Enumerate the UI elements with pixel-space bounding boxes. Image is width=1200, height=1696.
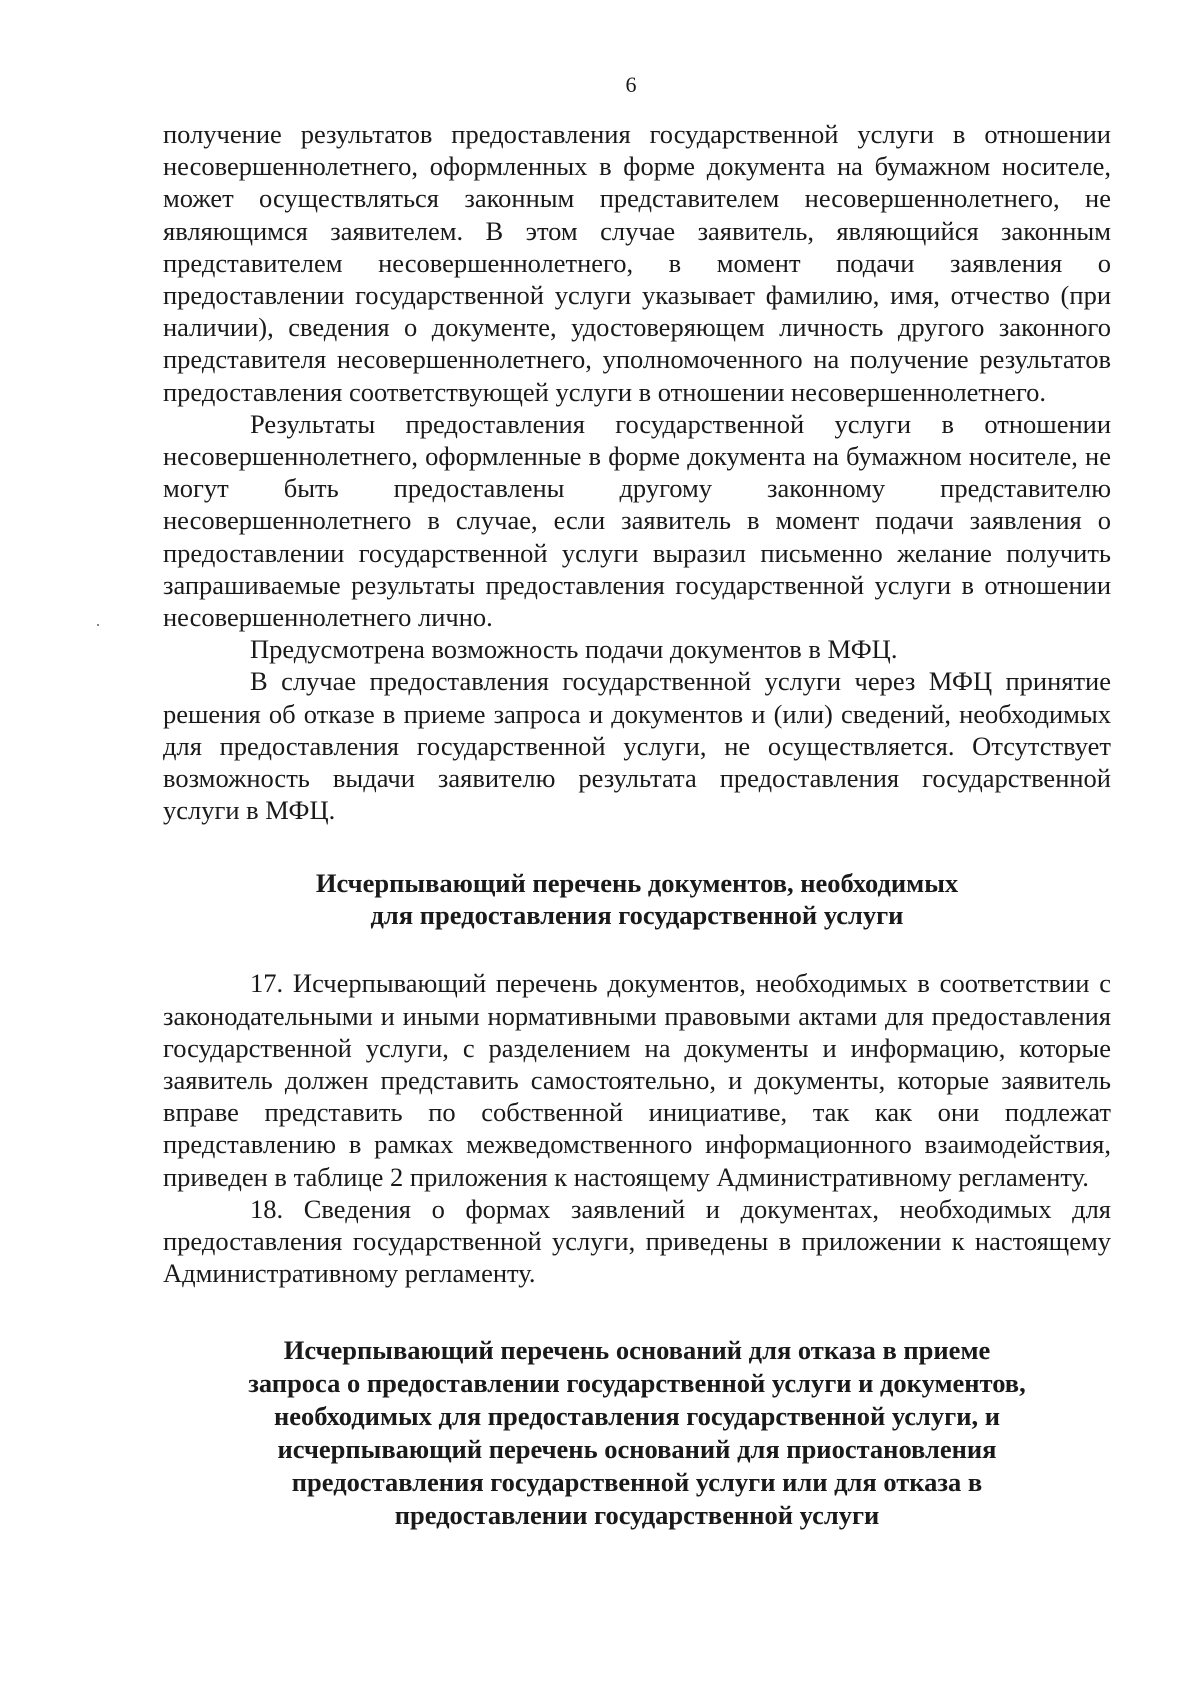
paragraph-mfc-refusal: В случае предоставления государственной услуги через МФЦ принятие решения об отказе в приеме запроса и документов и (или) сведений, необходимых для предоставления государственной услуги, не осуществляется. Отсутствует возможность выдачи заявителю результата предоставления государственной услуги в МФЦ.	[163, 666, 1111, 826]
paragraph-section-18: 18. Сведения о формах заявлений и документах, необходимых для предоставления государственной услуги, приведены в приложении к настоящему Административному регламенту.	[163, 1193, 1111, 1289]
heading-line: для предоставления государственной услуги	[370, 899, 904, 930]
paragraph-continuation: получение результатов предоставления государственной услуги в отношении несовершеннолетнего, оформленных в форме документа на бумажном носителе, может осуществляться законным представителем несовершеннолетнего, не являющимся заявителем. В этом случае заявитель, являющийся законным представителем несовершеннолетнего, в момент подачи заявления о предоставлении государственной услуги указывает фамилию, имя, отчество (при наличии), сведения о документе, удостоверяющем личность другого законного представителя несовершеннолетнего, уполномоченного на получение результатов предоставления соответствующей услуги в отношении несовершеннолетнего.	[163, 119, 1111, 407]
document-body	[163, 118, 1111, 1532]
section-heading-documents	[163, 868, 1111, 931]
heading-line: Исчерпывающий перечень оснований для отказа в приеме	[283, 1334, 991, 1365]
heading-line: предоставлении государственной услуги	[394, 1499, 880, 1530]
heading-line: Исчерпывающий перечень документов, необходимых	[315, 868, 959, 899]
heading-line: предоставления государственной услуги или для отказа в	[291, 1466, 983, 1497]
heading-line: исчерпывающий перечень оснований для приостановления	[277, 1433, 997, 1464]
paragraph-section-17: 17. Исчерпывающий перечень документов, необходимых в соответствии с законодательными и иными нормативными правовыми актами для предоставления государственной услуги, с разделением на документы и информацию, которые заявитель должен представить самостоятельно, и документы, которые заявитель вправе представить по собственной инициативе, так как они подлежат представлению в рамках межведомственного информационного взаимодействия, приведен в таблице 2 приложения к настоящему Административному регламенту.	[163, 968, 1111, 1192]
heading-line: запроса о предоставлении государственной услуги и документов,	[248, 1367, 1026, 1398]
scan-mark	[97, 624, 99, 626]
section-heading-refusal-grounds	[163, 1334, 1111, 1532]
heading-line: необходимых для предоставления государственной услуги, и	[274, 1400, 1000, 1431]
page-number: 6	[625, 72, 637, 97]
paragraph-results-restriction: Результаты предоставления государственной услуги в отношении несовершеннолетнего, оформленные в форме документа на бумажном носителе, не могут быть предоставлены другому законному представителю несовершеннолетнего в случае, если заявитель в момент подачи заявления о предоставлении государственной услуги выразил письменно желание получить запрашиваемые результаты предоставления государственной услуги в отношении несовершеннолетнего лично.	[163, 408, 1111, 633]
paragraph-mfc-possibility: Предусмотрена возможность подачи документов в МФЦ.	[250, 634, 898, 665]
